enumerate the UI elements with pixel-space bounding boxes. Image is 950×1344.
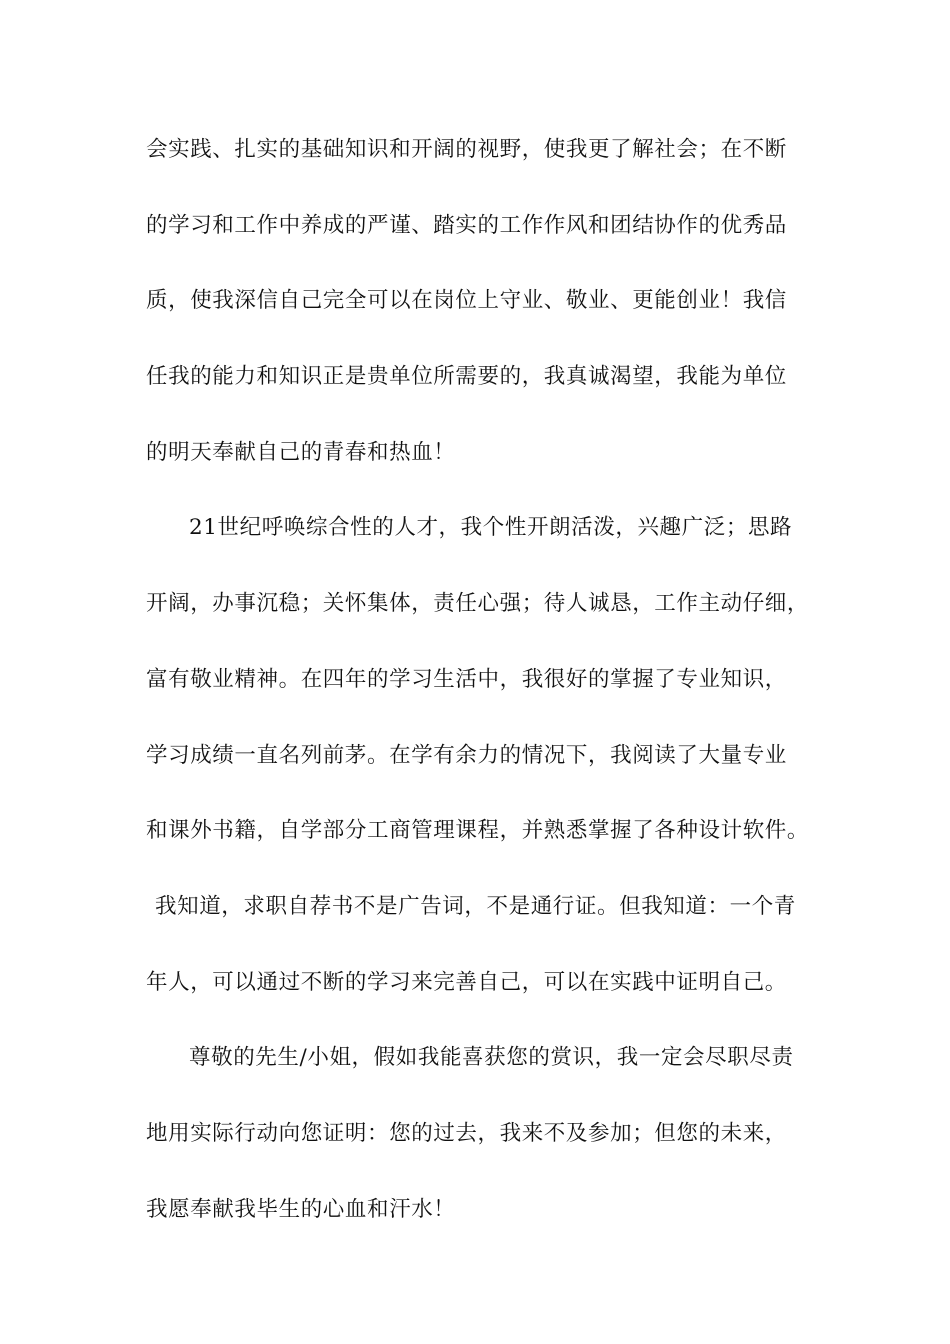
text-line: 21世纪呼唤综合性的人才，我个性开朗活泼，兴趣广泛；思路 bbox=[189, 515, 793, 541]
text-line: 的学习和工作中养成的严谨、踏实的工作作风和团结协作的优秀品 bbox=[146, 212, 787, 238]
letter-body bbox=[146, 130, 816, 1265]
text-line: 和课外书籍，自学部分工商管理课程，并熟悉掌握了各种设计软件。 bbox=[146, 818, 810, 844]
text-line: 的明天奉献自己的青春和热血！ bbox=[146, 439, 456, 465]
text-line: 尊敬的先生/小姐，假如我能喜获您的赏识，我一定会尽职尽责 bbox=[189, 1045, 794, 1071]
text-line: 地用实际行动向您证明：您的过去，我来不及参加；但您的未来， bbox=[146, 1120, 787, 1146]
text-line: 质，使我深信自己完全可以在岗位上守业、敬业、更能创业！我信 bbox=[146, 288, 787, 314]
text-line: 学习成绩一直名列前茅。在学有余力的情况下，我阅读了大量专业 bbox=[146, 742, 787, 768]
text-line: 我知道，求职自荐书不是广告词，不是通行证。但我知道：一个青 bbox=[155, 893, 796, 919]
text-line: 富有敬业精神。在四年的学习生活中，我很好的掌握了专业知识， bbox=[146, 666, 787, 692]
text-line: 我愿奉献我毕生的心血和汗水！ bbox=[146, 1196, 456, 1222]
text-line: 任我的能力和知识正是贵单位所需要的，我真诚渴望，我能为单位 bbox=[146, 364, 787, 390]
text-line: 年人，可以通过不断的学习来完善自己，可以在实践中证明自己。 bbox=[146, 969, 787, 995]
text-line: 会实践、扎实的基础知识和开阔的视野，使我更了解社会；在不断 bbox=[146, 137, 787, 162]
text-line: 开阔，办事沉稳；关怀集体，责任心强；待人诚恳，工作主动仔细， bbox=[146, 591, 810, 617]
